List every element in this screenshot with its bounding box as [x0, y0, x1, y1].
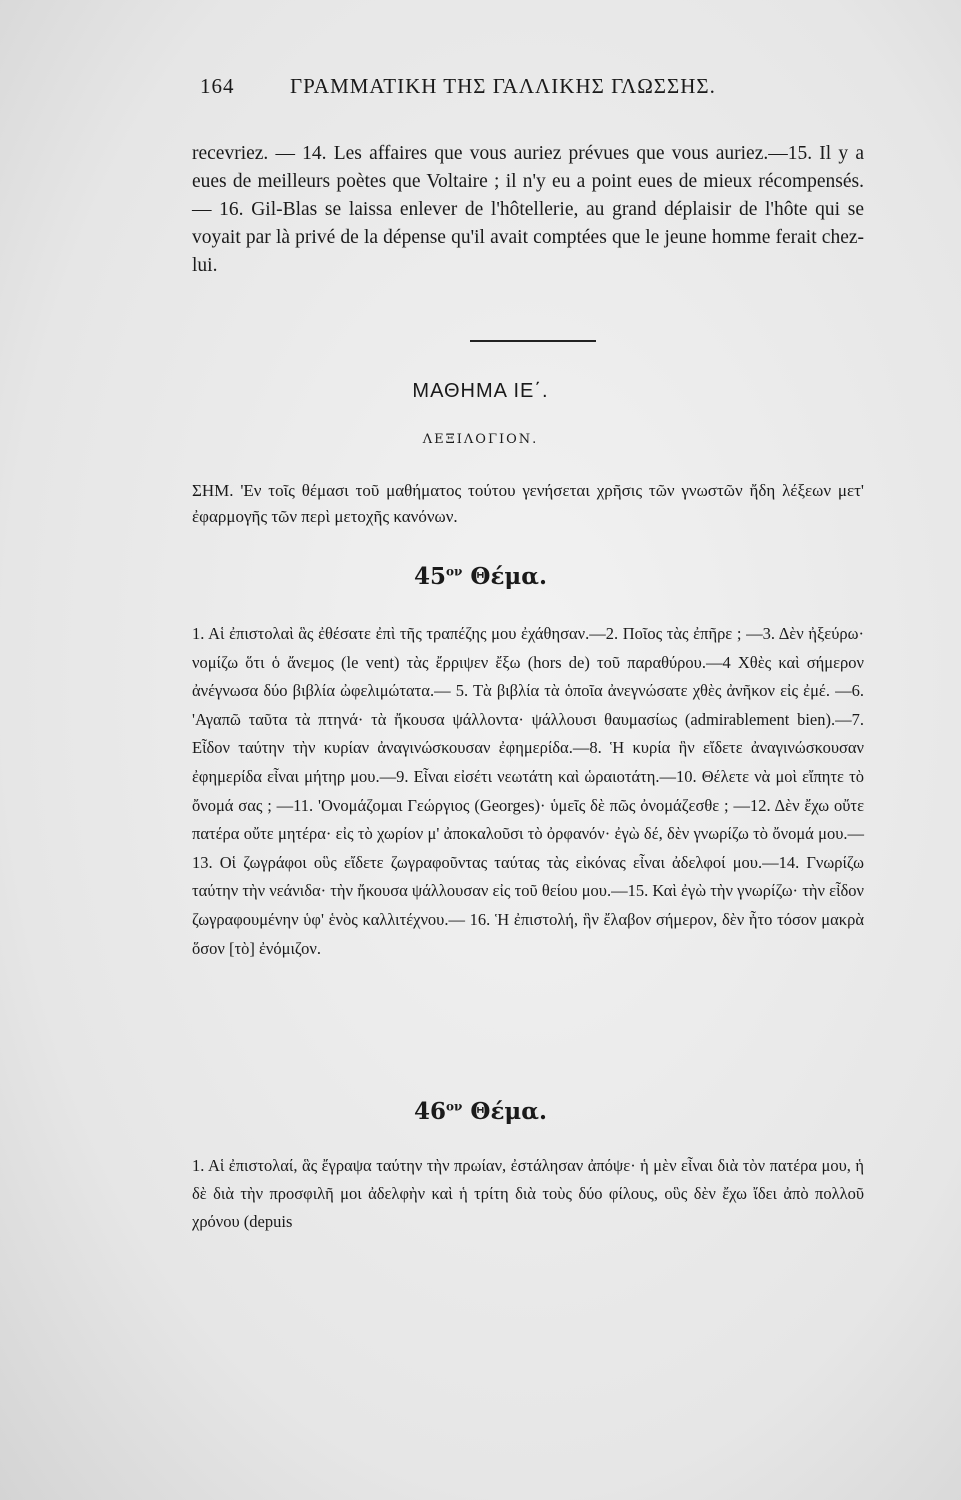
- theme-45-suffix: ον: [446, 564, 463, 579]
- theme-46-suffix: ον: [446, 1099, 463, 1114]
- running-title: ΓΡΑΜΜΑΤΙΚΗ ΤΗΣ ΓΑΛΛΙΚΗΣ ΓΛΩΣΣΗΣ.: [290, 74, 716, 98]
- lesson-note: ΣΗΜ. 'Εν τοῖς θέμασι τοῦ μαθήματος τούτου γενήσεται χρῆσις τῶν γνωστῶν ἤδη λέξεων μετ' ἐφαρμογῆς τῶν περὶ μετοχῆς κανόνων.: [192, 481, 864, 526]
- theme-46-heading: [0, 1098, 961, 1125]
- page-number: 164: [200, 74, 235, 98]
- theme-45-label: Θέμα.: [470, 563, 547, 590]
- running-header: [200, 74, 800, 99]
- theme-46-exercise: 1. Αἱ ἐπιστολαί, ἃς ἔγραψα ταύτην τὴν πρωίαν, ἐστάλησαν ἀπόψε· ἡ μὲν εἶναι διὰ τὸν πατέρα μου, ἡ δὲ διὰ τὴν προσφιλῆ μοι ἀδελφὴν καὶ ἡ τρίτη διὰ τοὺς δύο φίλους, οὓς δὲν ἔχω ἴδει ἀπὸ πολλοῦ χρόνου (depuis: [192, 1156, 864, 1231]
- theme-45-heading: [0, 563, 961, 590]
- french-continuation-paragraph: recevriez. — 14. Les affaires que vous auriez prévues que vous auriez.—15. Il y a eues de meilleurs poètes que Voltaire ; il n'y eu a point eues de mieux récompensés. — 16. Gil-Blas se laissa enlever de l'hôtellerie, au grand déplaisir de l'hôte qui se voyait par là privé de la dépense qu'il avait comptées que le jeune homme ferait chez-lui.: [192, 143, 864, 276]
- section-divider: [470, 340, 596, 342]
- theme-45-exercise: 1. Αἱ ἐπιστολαὶ ἃς ἐθέσατε ἐπὶ τῆς τραπέζης μου ἐχάθησαν.—2. Ποῖος τὰς ἐπῆρε ; —3. Δὲν ἠξεύρω· νομίζω ὅτι ὁ ἄνεμος (le vent) τὰς ἔρριψεν ἔξω (hors de) τοῦ παραθύρου.—4 Χθὲς καὶ σήμερον ἀνέγνωσα δύο βιβλία ὠφελιμώτατα.— 5. Τὰ βιβλία τὰ ὁποῖα ἀνεγνώσατε χθὲς ἀνῆκον εἰς ἐμέ. —6. 'Αγαπῶ ταῦτα τὰ πτηνά· τὰ ἤκουσα ψάλλοντα· ψάλλουσι θαυμασίως (admirablement bien).—7. Εἶδον ταύτην τὴν κυρίαν ἀναγινώσκουσαν ἐφημερίδα.—8. Ἡ κυρία ἣν εἴδετε ἀναγινώσκουσαν ἐφημερίδα εἶναι μήτηρ μου.—9. Εἶναι εἰσέτι νεωτάτη καὶ ὡραιοτάτη.—10. Θέλετε νὰ μοὶ εἴπητε τὸ ὄνομά σας ; —11. 'Ονομάζομαι Γεώργιος (Georges)· ὑμεῖς δὲ πῶς ὀνομάζεσθε ; —12. Δὲν ἔχω οὔτε πατέρα οὔτε μητέρα· εἰς τὸ χωρίον μ' ἀποκαλοῦσι τὸ ὀρφανόν· ἐγὼ δέ, δὲν γνωρίζω τὸ ὄνομά μου.—13. Οἱ ζωγράφοι οὓς εἴδετε ζωγραφοῦντας ταύτας τὰς εἰκόνας εἶναι ἀδελφοί μου.—14. Γνωρίζω ταύτην τὴν νεάνιδα· τὴν ἤκουσα ψάλλουσαν εἰς τοῦ θείου μου.—15. Καὶ ἐγὼ τὴν γνωρίζω· τὴν εἶδον ζωγραφουμένην ὑφ' ἑνὸς καλλιτέχνου.— 16. Ἡ ἐπιστολή, ἣν ἔλαβον σήμερον, δὲν ἦτο τόσον μακρὰ ὅσον [τὸ] ἐνόμιζον.: [192, 624, 864, 958]
- theme-46-number: 46: [414, 1098, 447, 1125]
- theme-46-label: Θέμα.: [470, 1098, 547, 1125]
- lesson-title: ΜΑΘΗΜΑ ΙΕ΄.: [412, 380, 549, 402]
- theme-45-number: 45: [414, 563, 447, 590]
- vocabulary-heading: ΛΕΞΙΛΟΓΙΟΝ.: [422, 432, 539, 447]
